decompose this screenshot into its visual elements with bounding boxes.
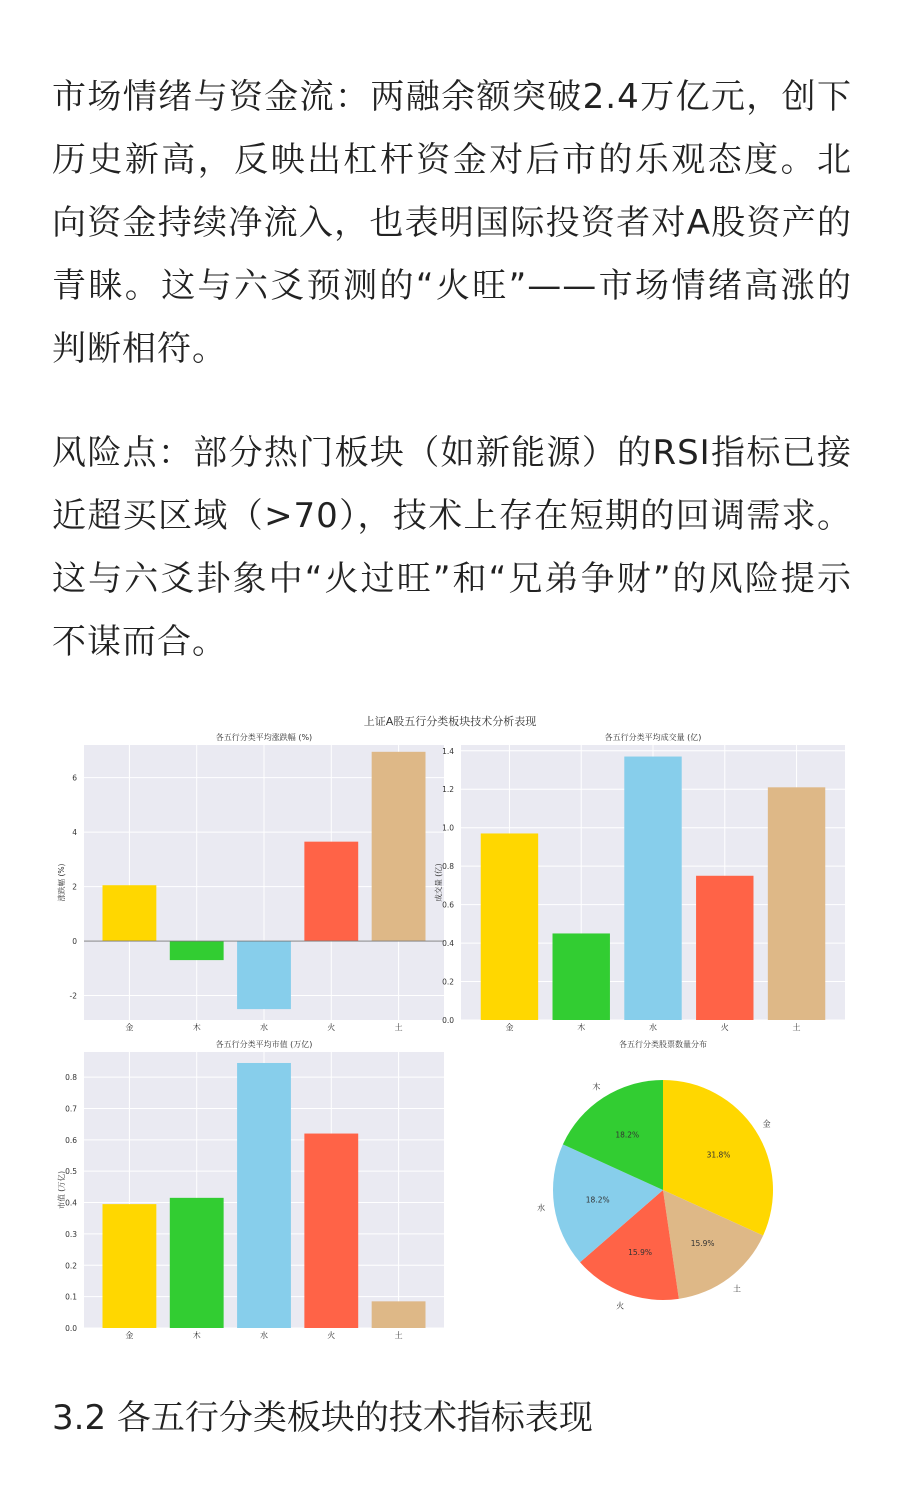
- section-heading: 3.2 各五行分类板块的技术指标表现: [52, 1398, 593, 1438]
- x-tick-label: 水: [260, 1023, 268, 1032]
- pie-pct-label: 31.8%: [706, 1150, 731, 1160]
- pie-category-label: 金: [762, 1119, 771, 1129]
- pie-pct-label: 15.9%: [690, 1238, 715, 1248]
- x-tick-label: 水: [649, 1023, 657, 1032]
- x-tick-label: 火: [327, 1023, 336, 1032]
- y-tick-label: 1.2: [442, 785, 454, 795]
- y-tick-label: 0.3: [65, 1229, 77, 1239]
- y-tick-label: 1.4: [442, 746, 454, 756]
- wuxing-technical-analysis-figure: [52, 708, 852, 1348]
- bar-木: [170, 1198, 224, 1328]
- bar-土: [372, 1301, 426, 1328]
- pie-pct-label: 18.2%: [585, 1195, 610, 1205]
- chart-title: 各五行分类平均市值 (万亿): [215, 1040, 313, 1049]
- pie-pct-label: 18.2%: [615, 1130, 640, 1140]
- bar-金: [481, 833, 538, 1020]
- y-tick-label: 0.2: [442, 977, 454, 987]
- pie-category-label: 木: [592, 1082, 601, 1092]
- y-tick-label: 4: [72, 828, 77, 838]
- y-axis-label: 涨跌幅 (%): [57, 863, 66, 902]
- y-tick-label: 0.2: [65, 1261, 77, 1271]
- bar-火: [696, 876, 753, 1020]
- y-tick-label: 0.6: [65, 1135, 77, 1145]
- x-tick-label: 木: [192, 1023, 201, 1032]
- x-tick-label: 火: [327, 1331, 336, 1340]
- x-tick-label: 水: [260, 1331, 268, 1340]
- pie-category-label: 水: [537, 1203, 546, 1213]
- x-tick-label: 土: [792, 1023, 801, 1032]
- bar-水: [624, 757, 681, 1020]
- y-tick-label: 0.6: [442, 900, 454, 910]
- x-tick-label: 土: [394, 1331, 403, 1340]
- y-tick-label: 0.4: [442, 939, 454, 949]
- x-tick-label: 金: [505, 1023, 514, 1032]
- pie-category-label: 土: [732, 1284, 741, 1294]
- x-tick-label: 金: [125, 1023, 134, 1032]
- pie-pct-label: 15.9%: [628, 1247, 652, 1257]
- figure-title: 上证A股五行分类板块技术分析表现: [363, 715, 537, 728]
- figure-canvas: [52, 708, 852, 1348]
- x-tick-label: 木: [577, 1023, 586, 1032]
- x-tick-label: 金: [125, 1331, 134, 1340]
- y-tick-label: 0.0: [65, 1324, 77, 1333]
- y-tick-label: 6: [72, 773, 77, 783]
- y-axis-label: 市值 (万亿): [57, 1170, 66, 1210]
- pie-category-label: 火: [616, 1301, 625, 1311]
- bar-土: [768, 787, 825, 1020]
- bar-水: [237, 1063, 291, 1328]
- y-tick-label: 0: [72, 937, 77, 947]
- y-tick-label: -2: [69, 991, 77, 1001]
- y-tick-label: 0.4: [65, 1198, 77, 1208]
- bar-木: [553, 933, 610, 1020]
- x-tick-label: 土: [394, 1023, 403, 1032]
- bar-金: [103, 885, 157, 941]
- y-tick-label: 1.0: [442, 823, 454, 833]
- y-tick-label: 0.7: [65, 1104, 77, 1114]
- bar-水: [237, 941, 291, 1009]
- chart-title: 各五行分类平均涨跌幅 (%): [215, 733, 313, 742]
- x-tick-label: 火: [720, 1023, 729, 1032]
- x-tick-label: 木: [192, 1331, 201, 1340]
- bar-金: [103, 1204, 157, 1328]
- bar-火: [304, 1134, 358, 1328]
- y-tick-label: 0.8: [442, 862, 454, 872]
- bar-火: [304, 842, 358, 941]
- y-tick-label: 0.0: [442, 1016, 454, 1025]
- bar-木: [170, 941, 224, 960]
- paragraph-risk-points: 风险点：部分热门板块（如新能源）的RSI指标已接近超买区域（>70），技术上存在短期的回调需求。这与六爻卦象中“火过旺”和“兄弟争财”的风险提示不谋而合。: [52, 433, 852, 662]
- y-tick-label: 2: [72, 882, 77, 892]
- chart-title: 各五行分类平均成交量 (亿): [604, 733, 702, 742]
- y-tick-label: 0.8: [65, 1073, 77, 1083]
- chart-title: 各五行分类股票数量分布: [619, 1040, 707, 1049]
- bar-土: [372, 752, 426, 941]
- y-tick-label: 0.5: [65, 1167, 77, 1177]
- y-tick-label: 0.1: [65, 1292, 77, 1302]
- y-axis-label: 成交量 (亿): [434, 863, 443, 902]
- paragraph-market-sentiment: 市场情绪与资金流：两融余额突破2.4万亿元，创下历史新高，反映出杠杆资金对后市的乐观态度。北向资金持续净流入，也表明国际投资者对A股资产的青睐。这与六爻预测的“火旺”——市场情绪高涨的判断相符。: [52, 77, 852, 369]
